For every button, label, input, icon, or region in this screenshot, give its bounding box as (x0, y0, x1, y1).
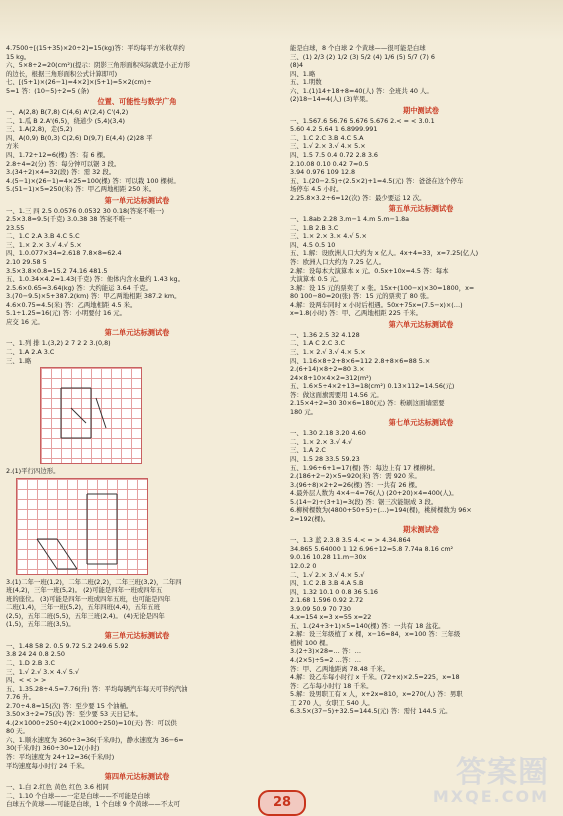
answer-line: 5.1÷1.25=16(元) 答：小明要付 16 元。 (6, 309, 126, 318)
section-heading: 位置、可能性与数学广角 (97, 97, 177, 107)
answer-line: 五、1.0.34×4.2≈1.43(千克) 答：他体内含水量约 1.43 kg。 (6, 275, 184, 284)
answer-line: 2.10.08 0.10 0.42 7≈0.5 (290, 159, 369, 168)
answer-line: 5.(14−2)÷(3+1)=3(段) 答：锯三次能锯成 3 段。 (290, 497, 438, 506)
answer-line: 15 kg。 (6, 52, 31, 61)
answer-line: 一、1.36 2.5 32 4.128 (290, 330, 360, 339)
answer-line: 6.3.5×(37−5)+32.5=144.5(元) 答：需付 144.5 元。 (290, 707, 452, 716)
answer-line: 一、A(2,8) B(7,8) C(4,6) A'(2,4) C'(4,2) (6, 108, 129, 117)
answer-line: 7.76 升。 (6, 693, 36, 702)
section-heading: 第三单元达标测试卷 (104, 630, 170, 640)
section-heading: 第四单元达标测试卷 (104, 772, 170, 782)
answer-line: 二、1.√ 2.× 3.√ 4.× 5.√ (290, 570, 365, 579)
answer-line: 四、1.5 28 33.5 59.23 (290, 454, 360, 463)
answer-line: 四、A(0,9) B(0,3) C(2,6) D(9,7) E(4,4) (2)28 平 (6, 133, 153, 142)
right-answer-column (290, 44, 552, 716)
answer-line: 四、1.5 7.5 0.4 0.72 2.8 3.6 (290, 151, 378, 160)
answer-line: 二、1.A C 2.C 3.C (290, 339, 345, 348)
answer-line: 3.(1)二年一班(1,2)，二年二班(2,2)，二年三班(3,2)，二年四 (6, 577, 182, 586)
answer-line: 一、1.48 58 2. 0.5 9.72 5.2 249.6 5.92 (6, 641, 129, 650)
answer-line: 三、1.略 (6, 356, 32, 365)
answer-line: 2.15×4÷2=30 30×6=180(元) 答：粉刷这面墙需要 (290, 399, 445, 408)
figure-line (71, 408, 86, 423)
answer-line: 4.x=154 x=3 x=55 x=22 (290, 613, 372, 622)
answer-line: 2.(186+2−2)×5=920(米) 答：需 920 米。 (290, 472, 421, 481)
answer-line: 80 天。 (6, 727, 29, 736)
answer-line: 三、(1) 2/3 (2) 1/2 (3) 5/2 (4) 1/6 (5) 5/7 (7) 6 (290, 52, 435, 61)
answer-line: 3.94 0.976 109 12.8 (290, 168, 356, 177)
answer-line: 五、1.35.28÷4.5=7.76(升) 答：平均每辆汽车每天可节约汽油 (6, 684, 188, 693)
answer-line: 180 元。 (290, 407, 318, 416)
coordinate-grid (16, 478, 148, 575)
answer-line: 34.865 5.64000 1 12 6.96÷12=5.8 7.74a 8.16 cm² (290, 544, 454, 553)
answer-line: 二、1.C 2.A 3.B 4.C 5.C (6, 232, 80, 241)
answer-line: 2.解：设三年级植了 x 棵，x−16=84，x=100 答：三年级 (290, 630, 461, 639)
answer-line: 2.10 29.58 5 (6, 258, 47, 267)
answer-line: 二、1.10 个白球——一定是白球——不可能是白球 (6, 791, 151, 800)
answer-line: 三、1.√ 2.× 3.√ 4.× 5.× (290, 142, 366, 151)
answer-line: 能是白球，8 个白球 2 个黄球——很可能是白球 (290, 44, 426, 52)
answer-line: 大演算本 0.5 元。 (290, 275, 343, 284)
answer-line: 5=1 答：(10−5)÷2=5 (条) (6, 86, 90, 95)
answer-line: 四、< < > > (6, 676, 47, 685)
answer-line: 五、1.(24+3+1)×5=140(棵) 答：一共有 18 盆花。 (290, 621, 445, 630)
answer-line: 3.(34÷2)×4=32(段) 答：需 32 段。 (6, 168, 116, 177)
answer-line: 四、4.5 0.5 10 (290, 240, 336, 249)
answer-line: 三、1.× 2.× 3.√ 4.√ 5.× (6, 240, 82, 249)
answer-line: (2,5)，五年二班(5,5)，五年三班(2,4)。 (4)无论是四年 (6, 611, 165, 620)
answer-line: 24×8+10×4×2=312(m²) (290, 373, 372, 382)
answer-line: 2.25.8×3.2÷6=12(次) 答：最少要运 12 次。 (290, 193, 426, 202)
answer-line: 3.(70−9.5)×5+387.2(km) 答：甲乙两地相距 387.2 km。 (6, 292, 181, 301)
answer-line: 班(4,2)，三年一班(5,2)。 (2)可能是四年一班或四年五 (6, 586, 163, 595)
answer-line: 答：乙车每小时行 18 千米。 (290, 681, 373, 690)
answer-line: 4.(2×1000÷250÷4)(2×1000÷250)=10(天) 答：可以供 (6, 718, 177, 727)
answer-line: 答：平均速度为 24+12=36(千米/时) (6, 752, 115, 761)
watermark-logo (433, 757, 549, 805)
answer-line: 五、1.6×5÷4×2+13=18(cm²) 0.13×112=14.56(元) (290, 382, 455, 391)
section-heading: 第七单元达标测试卷 (388, 418, 454, 428)
answer-line: 二、1.D 2.B 3.C (6, 658, 55, 667)
left-answer-column (6, 44, 268, 809)
answer-line: 5.(51−1)×5=250(米) 答：甲乙两地相距 250 米。 (6, 185, 156, 194)
answer-line: 4.解：设两车同时 x 小时后相遇。50x+75x=(7.5−x)×(…) (290, 300, 463, 309)
answer-line: 12.0.2 0 (290, 561, 317, 570)
answer-line: 2.(6+14)×8÷2=80 3.× (290, 365, 365, 374)
answer-line: 3.9.09 50.9 70 730 (290, 604, 351, 613)
figure-line (37, 539, 57, 569)
answer-line: 3.解：设 15 元的票卖了 x 张。15x+(100−x)×30=1800，x= (290, 283, 475, 292)
answer-line: 2.70÷4.8≈15(次) 答：至少要 15 个油桶。 (6, 701, 133, 710)
answer-line: 七、[(5+1)×(26−1)=4×2]×(5+1)=5×2(cm)÷ (6, 78, 152, 87)
answer-line: 四、1.32 10.1 0 0.8 36 5.16 (290, 587, 378, 596)
answer-line: 三、1.× 2.√ 3.√ 4.× 5.× (290, 347, 366, 356)
watermark-url: MXQE.COM (432, 787, 549, 806)
answer-line: 4.6×0.75=4.5(米) 答：乙两地相距 4.5 米。 (6, 300, 137, 309)
answer-line: 二、1.A 2.A 3.C (6, 347, 55, 356)
answer-line: 一、1.567.6 56.76 5.676 5.676 2.< = < 3.0.1 (290, 116, 435, 125)
answer-line: 23.55 (6, 223, 25, 232)
answer-line: 五、1.(20−2.5)÷(2.5×2)+1=4.5(元) 答：爸爸在这个停车 (290, 176, 464, 185)
answer-line: 应交 16 元。 (6, 317, 44, 326)
answer-line: (8)4 (290, 61, 304, 70)
answer-line: 五、1.解：设欧洲人口大约为 x 亿人。4x+4=33，x=7.25(亿人) (290, 249, 479, 258)
answer-line: 4.7500÷[(15+35)×20÷2]=15(kg)答：平均每平方米收草约 (6, 44, 185, 52)
answer-line: x=1.8(小时) 答：甲、乙两地相距 225 千米。 (290, 309, 423, 318)
answer-line: 方米 (6, 142, 19, 151)
answer-line: 六、1.顺水速度为 360÷3=36(千米/时)，静水速度为 36−6= (6, 735, 184, 744)
answer-line: 答：做这面旗需要用 14.56 元。 (290, 390, 383, 399)
answer-line: 三、1.A(2,8)，走(5,2) (6, 125, 73, 134)
answer-line: 一、1.白 2.红色 黄色 红色 3.6 相同 (6, 783, 109, 792)
answer-line: 六、1.(1)14+18+8=40(人) 答：全班共 40 人。 (290, 86, 433, 95)
section-heading: 期末测试卷 (403, 525, 439, 535)
answer-line: 四、1.16×8÷2+8×6=112 2.8+8×6=88 5.× (290, 356, 431, 365)
answer-line: 二、1.× 2.× 3.√ 4.√ (290, 437, 353, 446)
answer-line: 2.(1)平行四边形。 (6, 467, 60, 476)
answer-line: 五、1.明数 (290, 78, 322, 87)
answer-line: 30(千米/时) 360÷30=12(小时) (6, 744, 100, 753)
answer-line: 一、1.列 排 1.(3,2) 2 7 2 2 3.(0,8) (6, 339, 111, 348)
figure-line (96, 398, 106, 428)
answer-line: 3.5×3.8×0.8=15.2 74.16 481.5 (6, 266, 108, 275)
answer-line: 3.(2÷3)×28=… 答：… (290, 647, 362, 656)
answer-line: 4.(2×5)÷5=2 …答：… (290, 656, 362, 664)
answer-line: 六、5×8÷2=20(cm²)(提示：阴影三角形面积实际就是小正方形 (6, 61, 190, 70)
answer-line: 二、1.B 2.B 3.C (290, 223, 339, 232)
section-heading: 第二单元达标测试卷 (104, 328, 170, 338)
answer-line: 四、1.0.077×34=2.618 7.8×8=62.4 (6, 249, 122, 258)
answer-line: 答：甲、乙两地距离 78.48 千米。 (290, 664, 390, 673)
answer-line: 2.8÷4=2(分) 答：每分钟可以锯 3 段。 (6, 159, 121, 168)
answer-line: 6.柳树棵数为(4800+50+5)÷(…)=194(棵)，桃树棵数为 96× (290, 506, 472, 515)
answer-line: 2.5.6×0.65≈3.64(kg) 答：大约能运 3.64 千克。 (6, 283, 153, 292)
answer-line: 平均速度每小时行 24 千米。 (6, 761, 89, 770)
answer-line: 9.0.16 10.28 11.m−30x (290, 553, 367, 562)
answer-line: 的边长，根据三角形面积公式计算即可) (6, 69, 118, 78)
answer-line: 5.60 4.2 5.64 1 6.8999.991 (290, 125, 378, 134)
answer-line: 植树 100 棵。 (290, 638, 332, 647)
answer-line: 4.解：设乙车每小时行 x 千米。(72+x)×2.5=225，x=18 (290, 673, 460, 682)
answer-line: 五、1.96÷6+1=17(棵) 答：每边上有 17 棵柳树。 (290, 463, 439, 472)
answer-line: 2.解：设每本大演算本 x 元。0.5x+10x=4.5 答：每本 (290, 266, 449, 275)
answer-line: 三、1.√ 2.√ 3.× 4.√ 5.√ (6, 667, 80, 676)
answer-line: 四、1.略 (290, 69, 316, 78)
answer-line: 3.8 24 24 0.8 2.50 (6, 650, 65, 659)
figure-line (57, 539, 77, 569)
answer-line: 四、1.72÷12=6(棵) 答：有 6 棵。 (6, 151, 110, 160)
answer-line: 3.50×3÷2=75(次) 答：至少要 53 天日记本。 (6, 710, 143, 719)
grid-figure (17, 479, 147, 574)
section-heading: 期中测试卷 (403, 105, 439, 115)
top-shadow (0, 0, 563, 40)
page-number: 28 (258, 790, 306, 816)
answer-line: 二、1.C 2.C 3.B 4.C 5.A (290, 133, 364, 142)
coordinate-grid (40, 367, 142, 464)
answer-line: 一、1.三 四 2.5 0.0576 0.0532 30 0.18(答案不唯一) (6, 206, 165, 215)
grid-figure (41, 368, 141, 463)
answer-line: 一、1.3 蓝 2.3.8 3.5 4.< = > 4.34.864 (290, 536, 411, 545)
answer-line: 四、1.C 2.B 3.B 4.A 5.B (290, 579, 364, 588)
answer-line: 5.解：设男职工有 x 人，x+2x=810，x=270(人) 答：男职 (290, 690, 463, 699)
section-heading: 第五单元达标测试卷 (388, 204, 454, 214)
answer-line: 4.最外层人数为 4×4−4=76(人) (20+20)×4=400(人)。 (290, 489, 458, 498)
watermark-text: 答案圈 (456, 755, 549, 790)
section-heading: 第一单元达标测试卷 (104, 195, 170, 205)
answer-line: 一、1.8ab 2.28 3.m−1 4.m 5.m−1.8a (290, 215, 410, 224)
answer-line: 4.(5−1)×(26−1)=4×25=100(棵) 答：可以栽 100 棵树。 (6, 176, 180, 185)
answer-line: 二、1.瓜 B 2.A'(6,5)，绕道少 (5,4)(3,4) (6, 116, 125, 125)
section-heading: 第六单元达标测试卷 (388, 319, 454, 329)
answer-line: (2)18−14=4(人) (3)苹果。 (290, 95, 372, 104)
answer-line: 答：欧洲人口大约为 7.25 亿人。 (290, 258, 385, 267)
answer-line: 工 270 人，女职工 540 人。 (290, 698, 374, 707)
answer-line: (1,5)，五年二班(3,5)。 (6, 620, 75, 629)
answer-line: 80 100−80=20(张) 答：15 元的票卖了 80 张。 (290, 292, 433, 301)
answer-line: 三、1.A 2.C (290, 446, 326, 455)
answer-line: 二班(1,4)，三年一班(5,2)，五年四班(4,4)，五年五班 (6, 603, 161, 612)
answer-line: 3.(96÷8)×2+2=26(棵) 答：一共有 26 棵。 (290, 480, 422, 489)
answer-line: 班的座位。 (3)可能是四年一班或四年五班，也可能是四年 (6, 594, 171, 603)
answer-line: 一、1.30 2.18 3.20 4.60 (290, 429, 366, 438)
answer-line: 2.5×3.8=9.5(千克) 3.0.38 38 答案不唯一 (6, 215, 132, 224)
answer-line: 场停车 4.5 小时。 (290, 185, 343, 194)
answer-line: 2=192(棵)。 (290, 514, 330, 523)
answer-line: 三、1.× 2.× 3.× 4.√ 5.× (290, 232, 367, 241)
answer-line: 白球五个黄球——可能是白球，1 个白球 9 个黄球——不太可 (6, 800, 180, 809)
answer-line: 2.1.68 1.596 0.92 2.72 (290, 596, 364, 605)
